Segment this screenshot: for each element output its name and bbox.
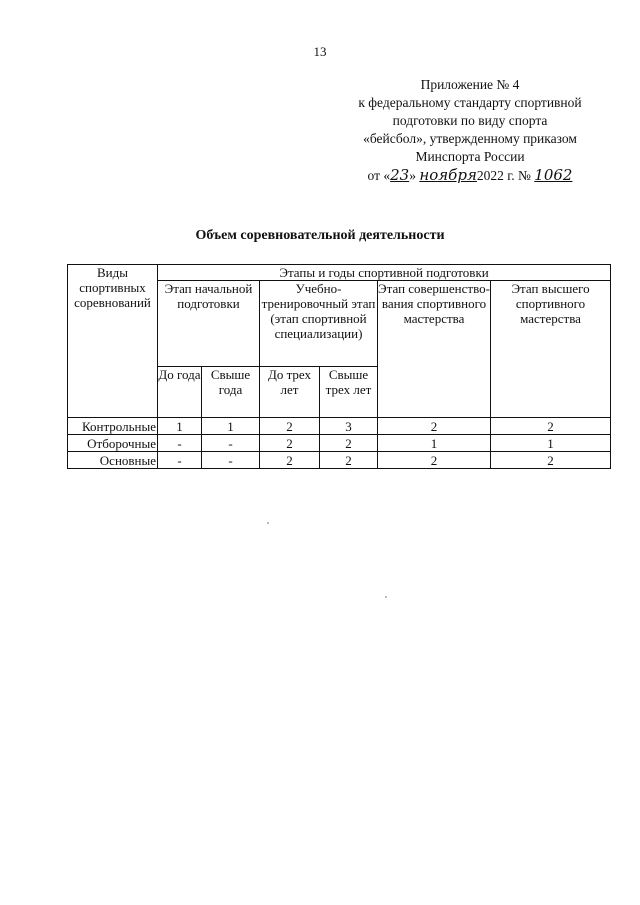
date-prefix: от « (367, 168, 391, 183)
table-cell: 2 (378, 418, 491, 435)
table-cell: 1 (158, 418, 202, 435)
table-cell: 1 (491, 435, 611, 452)
date-mid: » (409, 168, 416, 183)
table-row (68, 452, 611, 469)
document-title: Объем соревновательной деятельности (195, 228, 445, 243)
table-header-row (68, 265, 611, 281)
table-cell: 2 (491, 452, 611, 469)
header-stage-improvement: Этап совершенство-вания спортивного мастерства (378, 281, 491, 418)
scan-speck (385, 596, 387, 598)
table-cell: 2 (260, 452, 320, 469)
order-year: 2022 г. № (476, 168, 531, 183)
table-cell: 2 (260, 435, 320, 452)
table-cell: 1 (202, 418, 260, 435)
header-sub-initial-2: Свыше года (202, 367, 260, 418)
row-label: Отборочные (68, 435, 158, 452)
order-number: 1062 (534, 166, 573, 184)
appendix-line: «бейсбол», утвержденному приказом (363, 131, 577, 146)
row-label: Контрольные (68, 418, 158, 435)
table-cell: - (202, 452, 260, 469)
table-cell: 2 (378, 452, 491, 469)
header-stage-higher: Этап высшего спортивного мастерства (491, 281, 611, 418)
table-cell: 3 (320, 418, 378, 435)
table-cell: 2 (320, 452, 378, 469)
table-cell: 2 (260, 418, 320, 435)
header-sub-training-2: Свыше трех лет (320, 367, 378, 418)
order-day: 23 (390, 166, 410, 184)
table-cell: 1 (378, 435, 491, 452)
table-cell: - (158, 452, 202, 469)
appendix-line: подготовки по виду спорта (392, 113, 548, 128)
header-stage-initial: Этап начальной подготовки (158, 281, 260, 367)
header-competition-kinds: Виды спортивных соревнований (68, 265, 158, 418)
table-cell: 2 (491, 418, 611, 435)
header-stages: Этапы и годы спортивной подготовки (158, 265, 611, 281)
table-cell: - (158, 435, 202, 452)
order-date-line (320, 166, 620, 185)
appendix-block (320, 76, 620, 185)
header-stage-training: Учебно-тренировочный этап (этап спортивной специализации) (260, 281, 378, 367)
appendix-line: Минспорта России (415, 149, 525, 164)
table-cell: - (202, 435, 260, 452)
appendix-line: к федеральному стандарту спортивной (358, 95, 582, 110)
competition-table (67, 264, 611, 469)
header-sub-training-1: До трех лет (260, 367, 320, 418)
scan-speck (267, 522, 269, 524)
table-cell: 2 (320, 435, 378, 452)
header-sub-initial-1: До года (158, 367, 202, 418)
table-row (68, 418, 611, 435)
row-label: Основные (68, 452, 158, 469)
order-month: ноября (419, 166, 477, 184)
table-row (68, 435, 611, 452)
page-number: 13 (313, 44, 327, 59)
appendix-line: Приложение № 4 (420, 77, 520, 92)
